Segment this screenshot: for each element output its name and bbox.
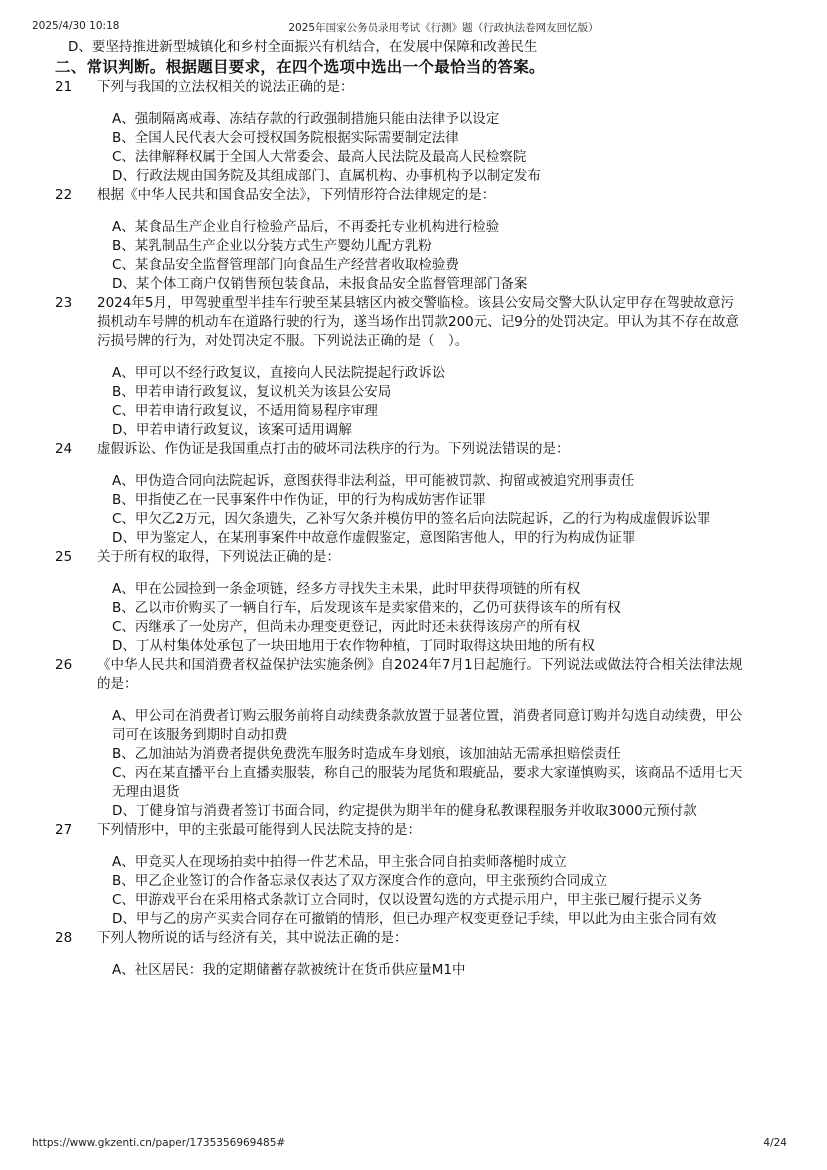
question-text: 根据《中华人民共和国食品安全法》，下列情形符合法律规定的是： — [97, 187, 496, 203]
header-datetime: 2025/4/30 10:18 — [32, 20, 120, 32]
question-stem — [0, 186, 827, 205]
answer-option: C、丙继承了一处房产，但尚未办理变更登记，丙此时还未获得该房产的所有权 — [112, 619, 581, 635]
spacer — [0, 567, 827, 580]
answer-option: B、甲乙企业签订的合作备忘录仅表达了双方深度合作的意向，甲主张预约合同成立 — [112, 873, 608, 889]
carry-option: D、要坚持推进新型城镇化和乡村全面振兴有机结合，在发展中保障和改善民生 — [68, 39, 538, 55]
spacer — [0, 459, 827, 472]
answer-option: A、强制隔离戒毒、冻结存款的行政强制措施只能由法律予以设定 — [112, 111, 500, 127]
question-text: 2024年5月，甲驾驶重型半挂车行驶至某县辖区内被交警临检。该县公安局交警大队认定甲存在驾驶故意污损机动车号牌的机动车在道路行驶的行为，遂当场作出罚款200元、记9分的处罚决定。甲认为其不存在故意污损号牌的行为，对处罚决定不服。下列说法正确的是（ ）。 — [97, 295, 739, 349]
spacer — [0, 840, 827, 853]
answer-option: C、甲欠乙2万元，因欠条遗失，乙补写欠条并模仿甲的签名后向法院起诉，乙的行为构成虚假诉讼罪 — [112, 511, 711, 527]
answer-option: A、甲可以不经行政复议，直接向人民法院提起行政诉讼 — [112, 365, 446, 381]
question-stem — [0, 440, 827, 459]
answer-option: A、甲公司在消费者订购云服务前将自动续费条款放置于显著位置，消费者同意订购并勾选自动续费，甲公司可在该服务到期时自动扣费 — [112, 708, 743, 743]
answer-option: B、甲指使乙在一民事案件中作伪证，甲的行为构成妨害作证罪 — [112, 492, 486, 508]
question-block — [0, 186, 827, 294]
question-block — [0, 821, 827, 929]
question-text: 关于所有权的取得，下列说法正确的是： — [97, 549, 340, 565]
answer-option: D、甲为鉴定人，在某刑事案件中故意作虚假鉴定，意图陷害他人，甲的行为构成伪证罪 — [112, 530, 636, 546]
answer-option: C、丙在某直播平台上直播卖服装，称自己的服装为尾货和瑕疵品，要求大家谨慎购买，该商品不适用七天无理由退货 — [112, 765, 743, 800]
question-stem — [0, 294, 827, 351]
answer-option: B、全国人民代表大会可授权国务院根据实际需要制定法律 — [112, 130, 459, 146]
answer-option: D、甲若申请行政复议，该案可适用调解 — [112, 422, 352, 438]
question-number: 23 — [55, 295, 73, 311]
answer-option: D、行政法规由国务院及其组成部门、直属机构、办事机构予以制定发布 — [112, 168, 541, 184]
question-block — [0, 656, 827, 821]
answer-option: C、甲若申请行政复议，不适用简易程序审理 — [112, 403, 378, 419]
spacer — [0, 205, 827, 218]
page-content — [0, 38, 827, 980]
question-text: 虚假诉讼、作伪证是我国重点打击的破坏司法秩序的行为。下列说法错误的是： — [97, 441, 570, 457]
question-text: 下列人物所说的话与经济有关，其中说法正确的是： — [97, 930, 408, 946]
question-number: 22 — [55, 187, 73, 203]
question-text: 《中华人民共和国消费者权益保护法实施条例》自2024年7月1日起施行。下列说法或做法符合相关法律法规的是： — [97, 657, 743, 692]
question-number: 21 — [55, 79, 73, 95]
question-number: 26 — [55, 657, 73, 673]
answer-option: A、社区居民：我的定期储蓄存款被统计在货币供应量M1中 — [112, 962, 466, 978]
answer-option: B、乙以市价购买了一辆自行车，后发现该车是卖家借来的，乙仍可获得该车的所有权 — [112, 600, 621, 616]
answer-option: A、甲在公园捡到一条金项链，经多方寻找失主未果，此时甲获得项链的所有权 — [112, 581, 581, 597]
question-stem — [0, 821, 827, 840]
header-title: 2025年国家公务员录用考试《行测》题（行政执法卷网友回忆版） — [288, 22, 599, 34]
answer-option: D、丁健身馆与消费者签订书面合同，约定提供为期半年的健身私教课程服务并收取3000元预付款 — [112, 803, 697, 819]
answer-option: A、甲伪造合同向法院起诉，意图获得非法利益，甲可能被罚款、拘留或被追究刑事责任 — [112, 473, 635, 489]
answer-option: D、某个体工商户仅销售预包装食品，未报食品安全监督管理部门备案 — [112, 276, 528, 292]
answer-option: A、甲竞买人在现场拍卖中拍得一件艺术品，甲主张合同自拍卖师落槌时成立 — [112, 854, 567, 870]
answer-option: D、丁从村集体处承包了一块田地用于农作物种植，丁同时取得这块田地的所有权 — [112, 638, 595, 654]
question-number: 28 — [55, 930, 73, 946]
answer-option: B、乙加油站为消费者提供免费洗车服务时造成车身划痕，该加油站无需承担赔偿责任 — [112, 746, 621, 762]
answer-option: C、甲游戏平台在采用格式条款订立合同时，仅以设置勾选的方式提示用户，甲主张已履行提示义务 — [112, 892, 702, 908]
question-stem — [0, 656, 827, 694]
question-block — [0, 548, 827, 656]
question-stem — [0, 78, 827, 97]
question-number: 25 — [55, 549, 73, 565]
spacer — [0, 97, 827, 110]
footer-url: https://www.gkzenti.cn/paper/1735356969485# — [32, 1137, 286, 1149]
answer-option: C、某食品安全监督管理部门向食品生产经营者收取检验费 — [112, 257, 459, 273]
question-text: 下列情形中，甲的主张最可能得到人民法院支持的是： — [97, 822, 421, 838]
question-block — [0, 929, 827, 980]
spacer — [0, 351, 827, 364]
question-number: 24 — [55, 441, 73, 457]
footer-page-number: 4/24 — [763, 1137, 787, 1149]
question-block — [0, 440, 827, 548]
question-stem — [0, 929, 827, 948]
question-block — [0, 294, 827, 440]
spacer — [0, 948, 827, 961]
question-text: 下列与我国的立法权相关的说法正确的是： — [97, 79, 354, 95]
spacer — [0, 694, 827, 707]
question-block — [0, 78, 827, 186]
section-title: 二、常识判断。根据题目要求，在四个选项中选出一个最恰当的答案。 — [55, 58, 545, 76]
answer-option: B、某乳制品生产企业以分装方式生产婴幼儿配方乳粉 — [112, 238, 432, 254]
answer-option: D、甲与乙的房产买卖合同存在可撤销的情形，但已办理产权变更登记手续，甲以此为由主张合同有效 — [112, 911, 717, 927]
question-list — [0, 78, 827, 980]
answer-option: A、某食品生产企业自行检验产品后，不再委托专业机构进行检验 — [112, 219, 500, 235]
answer-option: B、甲若申请行政复议，复议机关为该县公安局 — [112, 384, 392, 400]
question-number: 27 — [55, 822, 73, 838]
answer-option: C、法律解释权属于全国人大常委会、最高人民法院及最高人民检察院 — [112, 149, 527, 165]
question-stem — [0, 548, 827, 567]
